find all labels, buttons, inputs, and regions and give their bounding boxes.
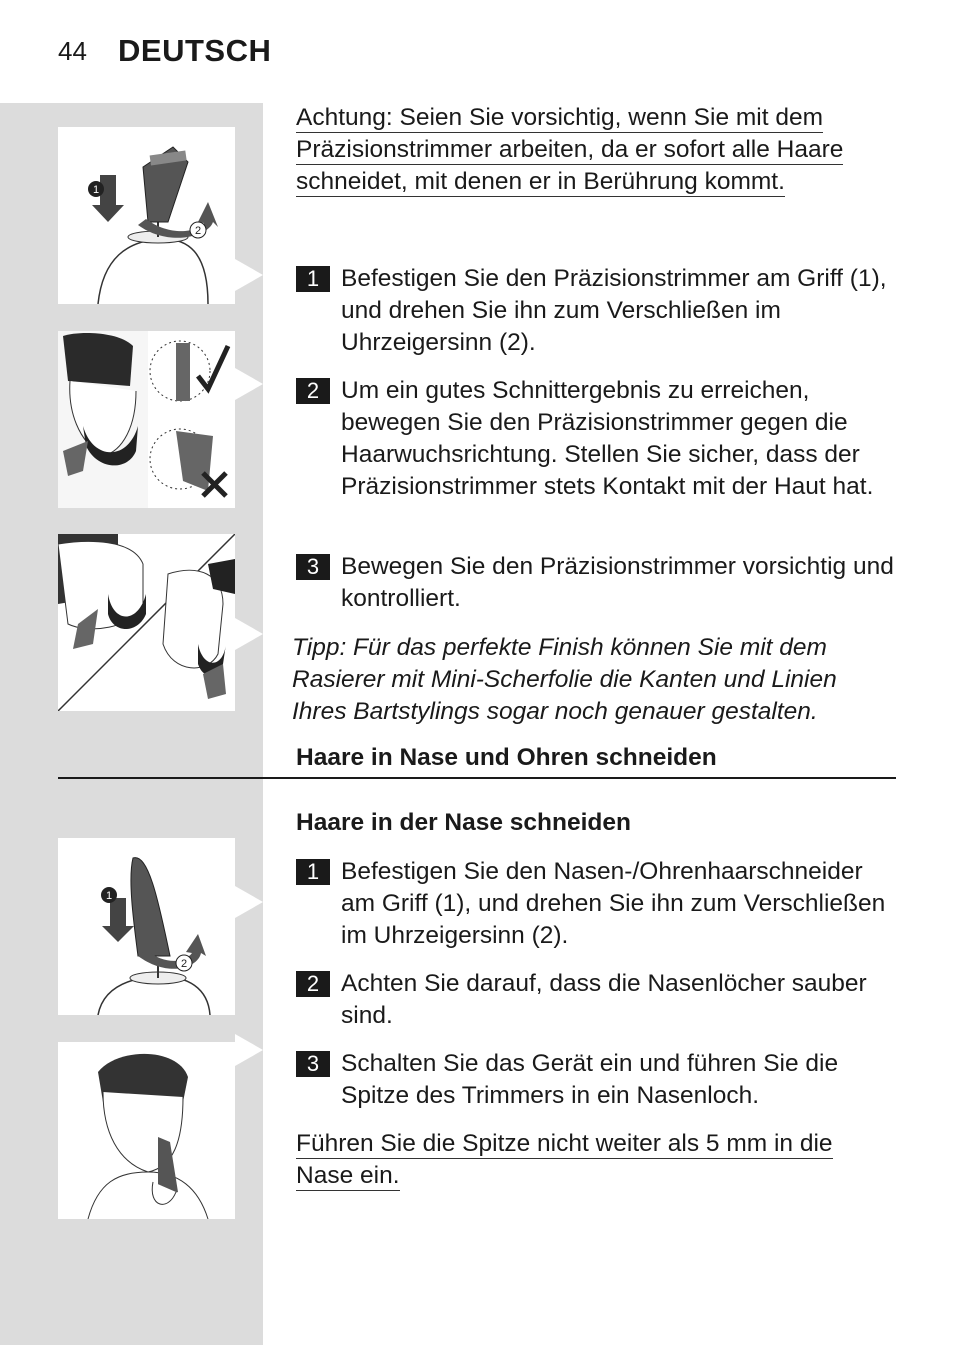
step-number: 3 bbox=[296, 554, 330, 580]
page-number: 44 bbox=[58, 36, 87, 66]
figure-pointer bbox=[235, 368, 263, 400]
warning-precision-trimmer bbox=[296, 102, 896, 198]
step-number: 1 bbox=[296, 859, 330, 885]
step-text: Schalten Sie das Gerät ein und führen Sie die Spitze des Trimmers in ein Nasenloch. bbox=[341, 1050, 839, 1109]
badge-2 bbox=[190, 222, 206, 238]
figure-pointer bbox=[235, 886, 263, 918]
step-text: Bewegen Sie den Präzisionstrimmer vorsichtig und kontrolliert. bbox=[341, 553, 894, 612]
heading-nose-ears: Haare in Nase und Ohren schneiden bbox=[296, 744, 717, 771]
figure-pointer bbox=[235, 259, 263, 291]
badge-2 bbox=[176, 955, 192, 971]
step-number: 3 bbox=[296, 1051, 330, 1077]
warning-line: Präzisionstrimmer arbeiten, da er sofort alle Haare bbox=[296, 136, 844, 163]
step-number: 2 bbox=[296, 378, 330, 404]
step-text: Befestigen Sie den Präzisionstrimmer am Griff (1), und drehen Sie ihn zum Verschließen im Uhrzeigersinn (2). bbox=[341, 265, 887, 356]
step-text: Achten Sie darauf, dass die Nasenlöcher sauber sind. bbox=[341, 970, 867, 1029]
step-3 bbox=[296, 551, 896, 615]
figure-trim-against-grain bbox=[58, 331, 235, 508]
figure-pointer bbox=[235, 1034, 263, 1066]
warning-line: schneidet, mit denen er in Berührung kommt. bbox=[296, 168, 785, 195]
step-number: 2 bbox=[296, 971, 330, 997]
step-text: Befestigen Sie den Nasen-/Ohrenhaarschneider am Griff (1), und drehen Sie ihn zum Verschließen im Uhrzeigersinn (2). bbox=[341, 858, 886, 949]
svg-text:1: 1 bbox=[92, 184, 100, 196]
figure-nose-trimming bbox=[58, 1042, 235, 1219]
step-text: Um ein gutes Schnittergebnis zu erreichen, bewegen Sie den Präzisionstrimmer gegen die Haarwuchsrichtung. Stellen Sie sicher, dass der Präzisionstrimmer stets Kontakt mit der Haut hat. bbox=[341, 377, 874, 500]
figure-attach-precision-trimmer bbox=[58, 127, 235, 304]
tip-text: Tipp: Für das perfekte Finish können Sie mit dem Rasierer mit Mini-Scherfolie die Kanten und Linien Ihres Bartstylings sogar noch genauer gestalten. bbox=[292, 634, 837, 725]
badge-1 bbox=[101, 887, 117, 903]
step-1 bbox=[296, 263, 896, 359]
figure-attach-nose-trimmer bbox=[58, 838, 235, 1015]
warning-line: Achtung: Seien Sie vorsichtig, wenn Sie mit dem bbox=[296, 104, 824, 131]
badge-1 bbox=[88, 181, 104, 197]
step-1 bbox=[296, 856, 896, 952]
section-title: DEUTSCH bbox=[118, 33, 272, 68]
warning-line: Nase ein. bbox=[296, 1162, 400, 1189]
warning-line: Führen Sie die Spitze nicht weiter als 5 mm in die bbox=[296, 1130, 833, 1157]
step-number: 1 bbox=[296, 266, 330, 292]
figure-controlled-trimming bbox=[58, 534, 235, 711]
heading-nose: Haare in der Nase schneiden bbox=[296, 809, 631, 836]
step-3 bbox=[296, 1048, 896, 1112]
warning-nose-depth bbox=[296, 1128, 896, 1192]
figure-pointer bbox=[235, 618, 263, 650]
svg-text:2: 2 bbox=[180, 958, 188, 970]
svg-text:2: 2 bbox=[194, 225, 202, 237]
svg-text:1: 1 bbox=[105, 890, 113, 902]
section-divider bbox=[58, 777, 896, 779]
step-2 bbox=[296, 968, 896, 1032]
step-2 bbox=[296, 375, 896, 503]
